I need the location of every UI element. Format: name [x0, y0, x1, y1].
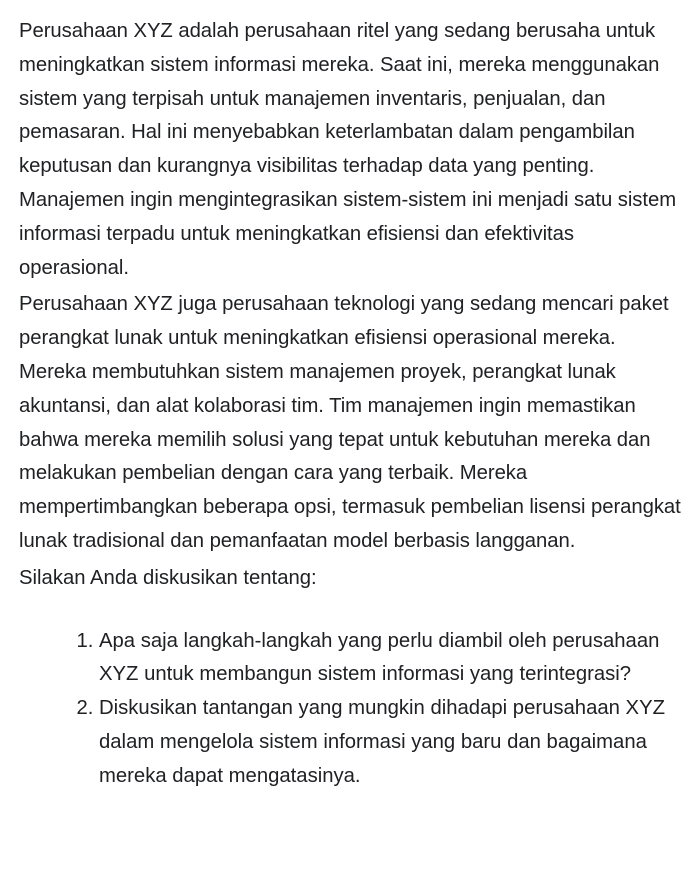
paragraph-company-technology: Perusahaan XYZ juga perusahaan teknologi yang sedang mencari paket perangkat lunak untuk meningkatkan efisiensi operasional mereka. Mereka membutuhkan sistem manajemen proyek, perangkat lunak akuntansi, dan alat kolaborasi tim. Tim manajemen ingin memastikan bahwa mereka memilih solusi yang tepat untuk kebutuhan mereka dan melakukan pembelian dengan cara yang terbaik. Mereka mempertimbangkan beberapa opsi, termasuk pembelian lisensi perangkat lunak tradisional dan pemanfaatan model berbasis langganan. — [19, 293, 681, 552]
question-item-1: 1. Apa saja langkah-langkah yang perlu diambil oleh perusahaan XYZ untuk membangun sistem informasi yang terintegrasi? — [99, 625, 681, 693]
discussion-prompt: Silakan Anda diskusikan tentang: — [19, 566, 317, 589]
question-list — [19, 625, 681, 794]
paragraph-company-retail: Perusahaan XYZ adalah perusahaan ritel yang sedang berusaha untuk meningkatkan sistem informasi mereka. Saat ini, mereka menggunakan sistem yang terpisah untuk manajemen inventaris, penjualan, dan pemasaran. Hal ini menyebabkan keterlambatan dalam pengambilan keputusan dan kurangnya visibilitas terhadap data yang penting. Manajemen ingin mengintegrasikan sistem-sistem ini menjadi satu sistem informasi terpadu untuk meningkatkan efisiensi dan efektivitas operasional. — [19, 20, 677, 279]
question-item-2: 2. Diskusikan tantangan yang mungkin dihadapi perusahaan XYZ dalam mengelola sistem informasi yang baru dan bagaimana mereka dapat mengatasinya. — [99, 692, 681, 793]
